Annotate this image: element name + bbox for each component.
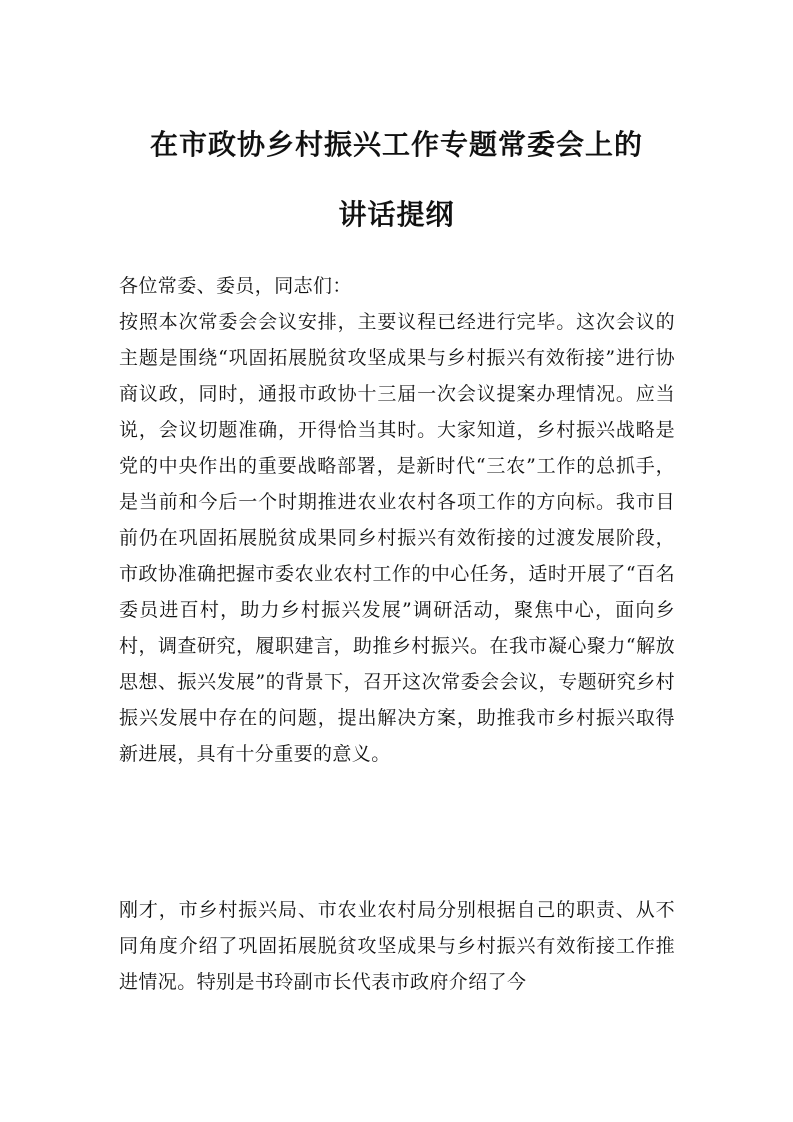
document-title-line1: 在市政协乡村振兴工作专题常委会上的 xyxy=(149,128,643,161)
document-title-line2: 讲话提纲 xyxy=(338,198,455,231)
paragraph-1: 按照本次常委会会议安排，主要议程已经进行完毕。这次会议的主题是围绕“巩固拓展脱贫攻坚成果与乡村振兴有效衔接”进行协商议政，同时，通报市政协十三届一次会议提案办理情况。应当说，会议切题准确，开得恰当其时。大家知道，乡村振兴战略是党的中央作出的重要战略部署，是新时代“三农”工作的总抓手，是当前和今后一个时期推进农业农村各项工作的方向标。我市目前仍在巩固拓展脱贫成果同乡村振兴有效衔接的过渡发展阶段，市政协准确把握市委农业农村工作的中心任务，适时开展了“百名委员进百村，助力乡村振兴发展”调研活动，聚焦中心，面向乡村，调查研究，履职建言，助推乡村振兴。在我市凝心聚力“解放思想、振兴发展”的背景下，召开这次常委会会议，专题研究乡村振兴发展中存在的问题，提出解决方案，助推我市乡村振兴取得新进展，具有十分重要的意义。 xyxy=(119,311,675,765)
paragraph-2: 刚才，市乡村振兴局、市农业农村局分别根据自己的职责、从不同角度介绍了巩固拓展脱贫攻坚成果与乡村振兴有效衔接工作推进情况。特别是书玲副市长代表市政府介绍了今 xyxy=(119,899,675,993)
greeting: 各位常委、委员，同志们： xyxy=(119,275,352,297)
